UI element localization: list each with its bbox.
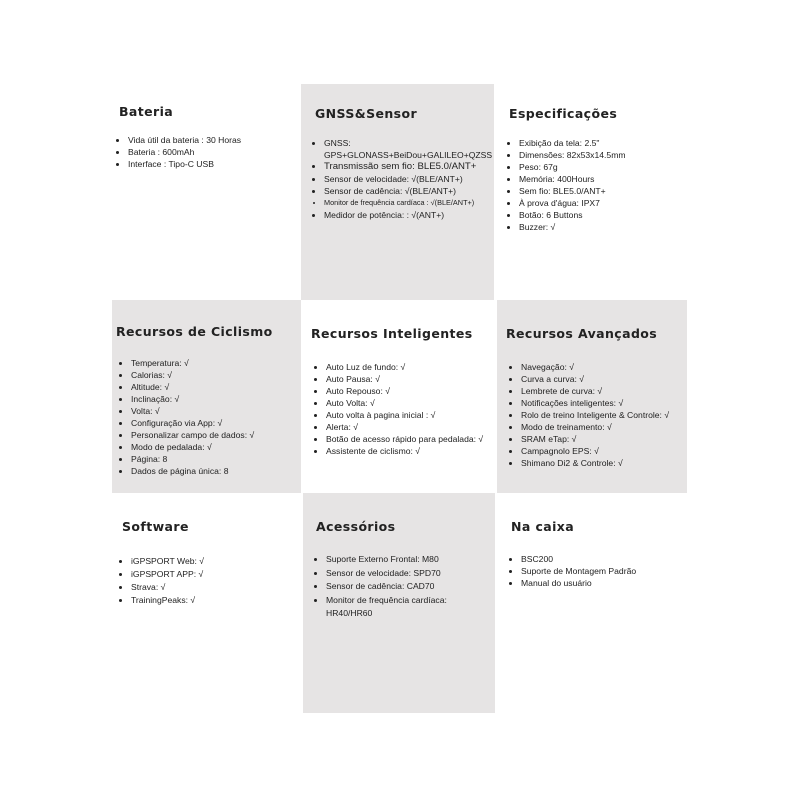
list-item: • Rolo de treino Inteligente & Controle: √ [521, 409, 702, 421]
list-item: • Memória: 400Hours [519, 173, 699, 185]
list-item: • Navegação: √ [521, 361, 702, 373]
list-item: • Lembrete de curva: √ [521, 385, 702, 397]
section-gnss-sensor [301, 84, 494, 300]
section-list [116, 357, 311, 477]
list-item: • Curva a curva: √ [521, 373, 702, 385]
list-item: • BSC200 [521, 553, 701, 565]
list-item: • Monitor de frequência cardíaca: HR40/HR60 [326, 594, 486, 621]
list-item: • TrainingPeaks: √ [131, 594, 311, 606]
list-item: • Volta: √ [131, 405, 311, 417]
section-title: Recursos de Ciclismo [116, 324, 273, 339]
list-item: • Sensor de cadência: √(BLE/ANT+) [324, 185, 509, 197]
list-item: • iGPSPORT APP: √ [131, 568, 311, 580]
list-item [324, 137, 509, 161]
list-item: • Modo de treinamento: √ [521, 421, 702, 433]
list-item: • Dados de página única: 8 [131, 465, 311, 477]
list-item: • Manual do usuário [521, 577, 701, 589]
list-item: • iGPSPORT Web: √ [131, 555, 311, 567]
list-item: • Peso: 67g [519, 161, 699, 173]
list-item: • Sensor de cadência: CAD70 [326, 580, 486, 594]
list-item: • Modo de pedalada: √ [131, 441, 311, 453]
section-acessorios [303, 493, 495, 713]
section-list [116, 555, 311, 606]
list-item: • Suporte de Montagem Padrão [521, 565, 701, 577]
list-item: • Temperatura: √ [131, 357, 311, 369]
list-item: • Monitor de frequência cardíaca : √(BLE/ANT+) [324, 197, 509, 209]
section-title: Recursos Avançados [506, 326, 658, 341]
list-item: • À prova d'água: IPX7 [519, 197, 699, 209]
list-item: • Auto Pausa: √ [326, 373, 512, 385]
section-title: GNSS&Sensor [315, 106, 418, 121]
list-item: • Interface : Tipo-C USB [128, 158, 308, 170]
section-software [112, 493, 303, 713]
section-list [506, 553, 701, 589]
section-especificacoes [494, 84, 687, 300]
list-item: • Strava: √ [131, 581, 311, 593]
list-item: • Bateria : 600mAh [128, 146, 308, 158]
list-item: • Suporte Externo Frontal: M80 [326, 553, 486, 567]
list-item: • Página: 8 [131, 453, 311, 465]
list-item: • Inclinação: √ [131, 393, 311, 405]
section-title: Recursos Inteligentes [311, 326, 473, 341]
list-item: • Auto Luz de fundo: √ [326, 361, 512, 373]
list-item: • Auto volta à pagina inicial : √ [326, 409, 512, 421]
section-list [504, 137, 699, 233]
list-item: • Calorias: √ [131, 369, 311, 381]
list-item-text: GPS+GLONASS+BeiDou+GALILEO+QZSS [324, 150, 493, 160]
section-bateria [108, 84, 301, 300]
list-item: • SRAM eTap: √ [521, 433, 702, 445]
list-item: • Notificações inteligentes: √ [521, 397, 702, 409]
list-item: • Auto Repouso: √ [326, 385, 512, 397]
section-recursos-inteligentes [301, 300, 497, 493]
section-list [311, 361, 512, 457]
list-item: • Sensor de velocidade: SPD70 [326, 567, 486, 581]
list-item: • Medidor de potência: : √(ANT+) [324, 209, 509, 221]
section-list [309, 137, 509, 221]
section-recursos-ciclismo [112, 300, 301, 493]
list-item: • Assistente de ciclismo: √ [326, 445, 512, 457]
section-title: Software [122, 519, 189, 534]
section-title: Na caixa [511, 519, 575, 534]
list-item: • Alerta: √ [326, 421, 512, 433]
list-item: • Buzzer: √ [519, 221, 699, 233]
list-item: • Sensor de velocidade: √(BLE/ANT+) [324, 173, 509, 185]
list-item: • Personalizar campo de dados: √ [131, 429, 311, 441]
list-item: • Campagnolo EPS: √ [521, 445, 702, 457]
section-title: Acessórios [316, 519, 396, 534]
list-item: • Configuração via App: √ [131, 417, 311, 429]
list-item-text: GNSS: [324, 138, 351, 148]
list-item: • Botão: 6 Buttons [519, 209, 699, 221]
list-item: • Auto Volta: √ [326, 397, 512, 409]
list-item: • Vida útil da bateria : 30 Horas [128, 134, 308, 146]
section-list [311, 553, 486, 621]
list-item: • Exibição da tela: 2.5" [519, 137, 699, 149]
section-na-caixa [495, 493, 687, 713]
section-recursos-avancados [497, 300, 687, 493]
list-item: • Shimano Di2 & Controle: √ [521, 457, 702, 469]
section-list [506, 361, 702, 469]
section-title: Bateria [119, 104, 174, 119]
list-item: • Transmissão sem fio: BLE5.0/ANT+ [324, 161, 509, 173]
section-title: Especificações [509, 106, 618, 121]
list-item: • Botão de acesso rápido para pedalada: √ [326, 433, 512, 445]
section-list [113, 134, 308, 170]
list-item: • Dimensões: 82x53x14.5mm [519, 149, 699, 161]
list-item: • Altitude: √ [131, 381, 311, 393]
list-item: • Sem fio: BLE5.0/ANT+ [519, 185, 699, 197]
